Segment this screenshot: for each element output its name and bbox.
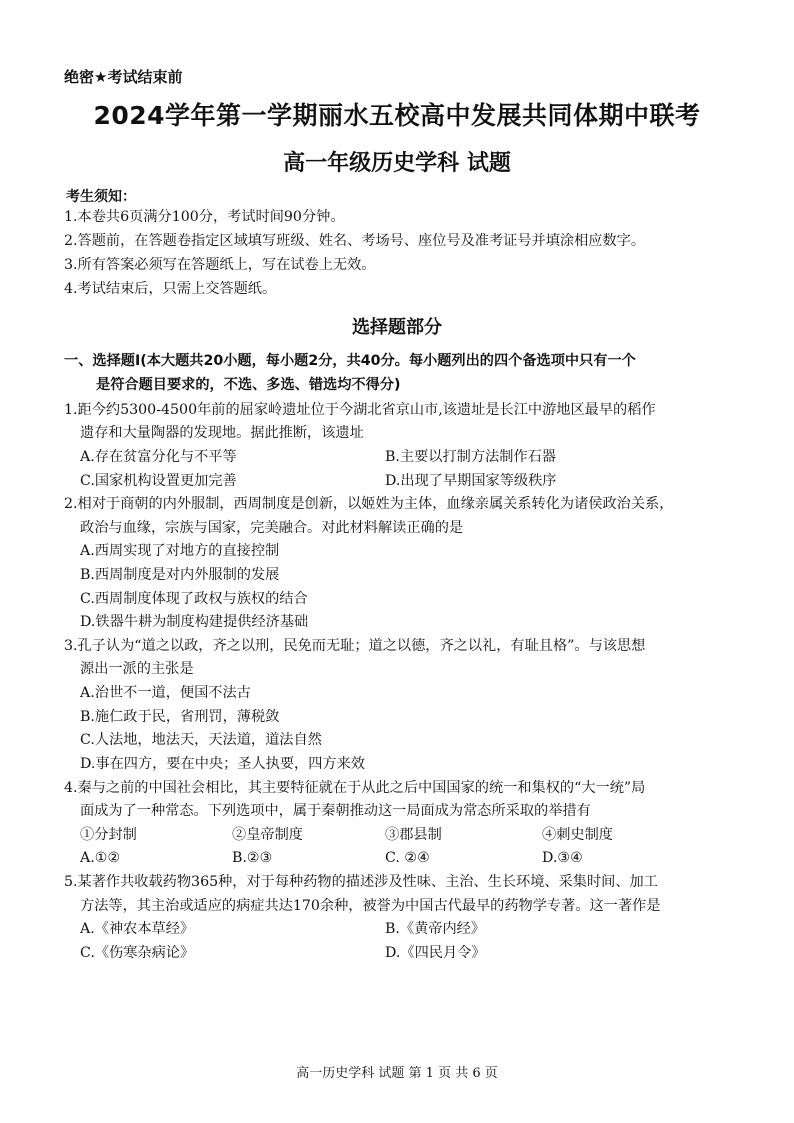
question-4-stem: 4.秦与之前的中国社会相比，其主要特征就在于从此之后中国国家的统一和集权的“大一统”局 [64, 780, 646, 796]
question-2-option-c: C.西周制度体现了政权与族权的结合 [80, 591, 308, 607]
question-3-option-d: D.事在四方，要在中央；圣人执要，四方来效 [80, 756, 365, 772]
question-1-stem: 遗存和大量陶器的发现地。据此推断，该遗址 [80, 425, 364, 441]
note-item: 3.所有答案必须写在答题纸上，写在试卷上无效。 [64, 257, 376, 273]
question-4-option-c: C. ②④ [385, 850, 430, 866]
exam-subtitle: 高一年级历史学科 试题 [283, 151, 511, 176]
question-2-option-d: D.铁器牛耕为制度构建提供经济基础 [80, 614, 309, 630]
note-item: 4.考试结束后，只需上交答题纸。 [64, 281, 277, 297]
question-1-option-d: D.出现了早期国家等级秩序 [385, 473, 557, 489]
question-3-stem: 源出一派的主张是 [80, 661, 194, 677]
question-3-option-c: C.人法地，地法天，天法道，道法自然 [80, 732, 322, 748]
question-4-option-b: B.②③ [232, 850, 273, 866]
question-5-option-b: B.《黄帝内经》 [385, 921, 486, 937]
exam-title: 2024学年第一学期丽水五校高中发展共同体期中联考 [93, 101, 701, 130]
question-5-stem: 方法等，其主治或适应的病症共达170余种，被誉为中国古代最早的药物学专著。这一著作是 [80, 898, 661, 914]
page-footer: 高一历史学科 试题 第 1 页 共 6 页 [296, 1066, 498, 1081]
question-3-option-b: B.施仁政于民，省刑罚，薄税敛 [80, 709, 280, 725]
question-3-option-a: A.治世不一道，便国不法古 [80, 685, 251, 701]
question-2-option-a: A.西周实现了对地方的直接控制 [80, 543, 280, 559]
question-4-item-2: ②皇帝制度 [232, 827, 303, 843]
question-5-option-c: C.《伤寒杂病论》 [80, 945, 195, 961]
question-5-stem: 5.某著作共收载药物365种，对于每种药物的描述涉及性味、主治、生长环境、采集时间、加工 [64, 874, 658, 890]
note-item: 1.本卷共6页满分100分，考试时间90分钟。 [64, 209, 345, 225]
note-item: 2.答题前，在答题卷指定区域填写班级、姓名、考场号、座位号及准考证号并填涂相应数字。 [64, 233, 646, 249]
question-5-option-d: D.《四民月令》 [385, 945, 486, 961]
question-2-option-b: B.西周制度是对内外服制的发展 [80, 567, 280, 583]
question-3-stem: 3.孔子认为“道之以政，齐之以刑，民免而无耻；道之以德，齐之以礼，有耻且格”。与该思想 [64, 638, 646, 654]
section-title: 选择题部分 [352, 317, 442, 338]
question-4-item-1: ①分封制 [80, 827, 137, 843]
part-heading-line2: 是符合题目要求的，不选、多选、错选均不得分) [96, 377, 401, 393]
question-5-option-a: A.《神农本草经》 [80, 921, 195, 937]
question-1-stem: 1.距今约5300-4500年前的屈家岭遗址位于今湖北省京山市,该遗址是长江中游地区最早的稻作 [64, 402, 656, 418]
question-4-option-d: D.③④ [542, 850, 583, 866]
confidential-mark: 绝密★考试结束前 [64, 68, 183, 86]
question-2-stem: 2.相对于商朝的内外服制，西周制度是创新，以姬姓为主体，血缘亲属关系转化为诸侯政治关系， [64, 496, 674, 512]
question-4-stem: 面成为了一种常态。下列选项中，属于秦朝推动这一局面成为常态所采取的举措有 [80, 803, 591, 819]
question-4-item-4: ④刺史制度 [542, 827, 613, 843]
question-1-option-b: B.主要以打制方法制作石器 [385, 449, 556, 465]
question-4-item-3: ③郡县制 [385, 827, 442, 843]
question-2-stem: 政治与血缘，宗族与国家，完美融合。对此材料解读正确的是 [80, 520, 464, 536]
question-1-option-c: C.国家机构设置更加完善 [80, 473, 237, 489]
notes-title: 考生须知： [66, 189, 136, 205]
part-heading-line1: 一、选择题Ⅰ(本大题共20小题，每小题2分，共40分。每小题列出的四个备选项中只有一个 [64, 353, 636, 369]
question-4-option-a: A.①② [80, 850, 121, 866]
question-1-option-a: A.存在贫富分化与不平等 [80, 449, 237, 465]
